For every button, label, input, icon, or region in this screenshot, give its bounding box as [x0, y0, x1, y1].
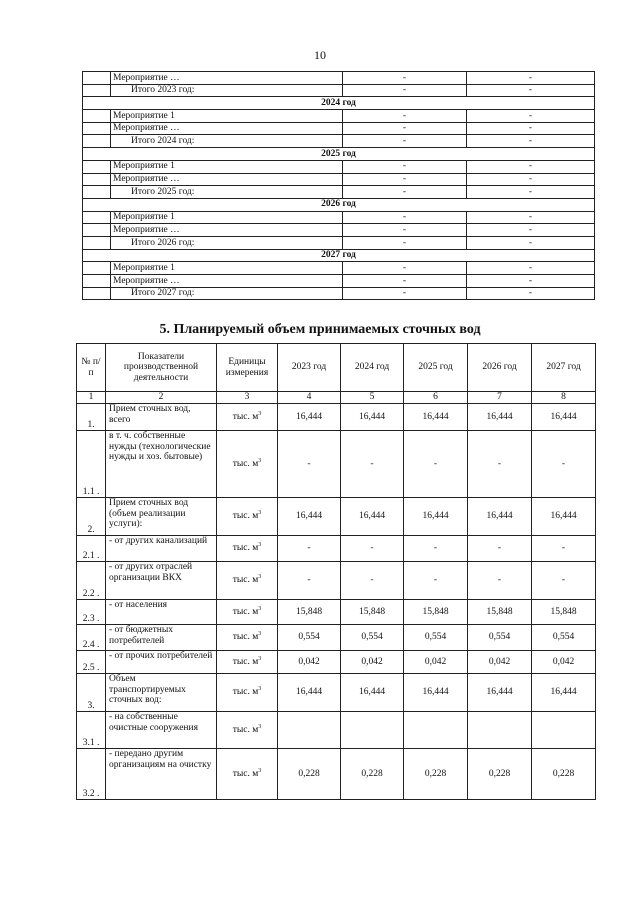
header-cell: 2023 год — [278, 344, 341, 392]
value-cell: - — [468, 562, 532, 600]
value-cell: - — [467, 211, 595, 224]
value-cell: 0,554 — [404, 625, 468, 651]
empty-cell — [83, 72, 111, 85]
total-label: Итого 2024 год: — [111, 135, 343, 148]
column-number: 5 — [341, 392, 404, 404]
year-heading: 2024 год — [83, 97, 595, 110]
value-cell: - — [341, 431, 404, 498]
value-cell: - — [467, 262, 595, 275]
empty-cell — [83, 275, 111, 288]
value-cell: - — [343, 160, 467, 173]
value-cell: - — [404, 562, 468, 600]
unit-exponent: 3 — [258, 510, 262, 517]
wastewater-volume-table — [76, 343, 596, 800]
empty-cell — [83, 236, 111, 249]
year-header-row — [83, 198, 595, 211]
measure-label: Мероприятие … — [111, 72, 343, 85]
value-cell: - — [467, 160, 595, 173]
value-cell — [341, 712, 404, 749]
value-cell: - — [532, 562, 596, 600]
measure-row — [83, 211, 595, 224]
row-number: 3.1 . — [77, 712, 106, 749]
value-cell: - — [404, 431, 468, 498]
table-row — [77, 712, 596, 749]
header-cell: 2024 год — [341, 344, 404, 392]
header-row — [77, 344, 596, 392]
total-label: Итого 2027 год: — [111, 287, 343, 300]
value-cell: 16,444 — [532, 404, 596, 431]
column-number: 8 — [532, 392, 596, 404]
row-number: 2.4 . — [77, 625, 106, 651]
value-cell: - — [467, 72, 595, 85]
year-heading: 2025 год — [83, 148, 595, 161]
unit-cell — [217, 431, 278, 498]
row-number: 2.3 . — [77, 600, 106, 625]
unit-text: тыс. м — [232, 632, 259, 643]
indicator-name: Прием сточных вод, всего — [106, 404, 217, 431]
empty-cell — [83, 262, 111, 275]
unit-text: тыс. м — [232, 575, 259, 586]
unit-exponent: 3 — [258, 631, 262, 638]
unit-text: тыс. м — [232, 458, 259, 469]
value-cell: - — [343, 275, 467, 288]
value-cell: - — [278, 431, 341, 498]
value-cell: - — [341, 536, 404, 562]
indicator-name: в т. ч. собственные нужды (технологические нужды и хоз. бытовые) — [106, 431, 217, 498]
year-header-row — [83, 249, 595, 262]
header-cell: Показатели производственной деятельности — [106, 344, 217, 392]
row-number: 2.5 . — [77, 651, 106, 674]
unit-cell — [217, 562, 278, 600]
value-cell: - — [467, 84, 595, 97]
unit-cell — [217, 600, 278, 625]
value-cell: 15,848 — [404, 600, 468, 625]
value-cell: - — [467, 135, 595, 148]
value-cell — [404, 712, 468, 749]
table-row — [77, 625, 596, 651]
row-number: 2. — [77, 498, 106, 536]
measure-label: Мероприятие … — [111, 275, 343, 288]
value-cell: 15,848 — [278, 600, 341, 625]
value-cell: 16,444 — [468, 674, 532, 712]
unit-cell — [217, 625, 278, 651]
empty-cell — [83, 211, 111, 224]
measure-row — [83, 224, 595, 237]
value-cell: 16,444 — [532, 674, 596, 712]
value-cell: 0,228 — [341, 749, 404, 800]
total-label: Итого 2023 год: — [111, 84, 343, 97]
value-cell: - — [341, 562, 404, 600]
total-row — [83, 84, 595, 97]
unit-text: тыс. м — [232, 724, 259, 735]
value-cell: 15,848 — [341, 600, 404, 625]
value-cell: 16,444 — [468, 404, 532, 431]
value-cell: 0,228 — [468, 749, 532, 800]
unit-cell — [217, 712, 278, 749]
value-cell: 0,554 — [341, 625, 404, 651]
unit-cell — [217, 651, 278, 674]
value-cell: 0,228 — [532, 749, 596, 800]
measure-row — [83, 275, 595, 288]
unit-exponent: 3 — [258, 457, 262, 464]
header-cell: 2026 год — [468, 344, 532, 392]
value-cell: 0,042 — [468, 651, 532, 674]
row-number: 2.2 . — [77, 562, 106, 600]
indicator-name: Объем транспортируемых сточных вод: — [106, 674, 217, 712]
row-number: 1.1 . — [77, 431, 106, 498]
table-row — [77, 431, 596, 498]
value-cell: - — [532, 431, 596, 498]
empty-cell — [83, 135, 111, 148]
value-cell: - — [467, 110, 595, 123]
value-cell: - — [404, 536, 468, 562]
indicator-name: - на собственные очистные сооружения — [106, 712, 217, 749]
column-numbers-row — [77, 392, 596, 404]
row-number: 1. — [77, 404, 106, 431]
value-cell: - — [343, 287, 467, 300]
value-cell: 16,444 — [341, 498, 404, 536]
value-cell: 0,228 — [404, 749, 468, 800]
value-cell: - — [468, 431, 532, 498]
value-cell: 0,042 — [404, 651, 468, 674]
table-row — [77, 674, 596, 712]
indicator-name: - от других канализаций — [106, 536, 217, 562]
unit-cell — [217, 749, 278, 800]
unit-text: тыс. м — [232, 411, 259, 422]
value-cell: - — [278, 536, 341, 562]
value-cell: - — [343, 84, 467, 97]
unit-cell — [217, 674, 278, 712]
value-cell: - — [343, 236, 467, 249]
row-number: 2.1 . — [77, 536, 106, 562]
unit-exponent: 3 — [258, 767, 262, 774]
header-cell: № п/п — [77, 344, 106, 392]
column-number: 2 — [106, 392, 217, 404]
header-cell: 2025 год — [404, 344, 468, 392]
table-row — [77, 749, 596, 800]
value-cell: 15,848 — [468, 600, 532, 625]
value-cell: - — [532, 536, 596, 562]
value-cell: 16,444 — [341, 674, 404, 712]
total-label: Итого 2026 год: — [111, 236, 343, 249]
value-cell — [278, 712, 341, 749]
column-number: 6 — [404, 392, 468, 404]
measure-label: Мероприятие 1 — [111, 110, 343, 123]
measure-label: Мероприятие 1 — [111, 211, 343, 224]
total-row — [83, 287, 595, 300]
value-cell: 16,444 — [278, 674, 341, 712]
measure-label: Мероприятие … — [111, 122, 343, 135]
header-cell: 2027 год — [532, 344, 596, 392]
unit-text: тыс. м — [232, 687, 259, 698]
empty-cell — [83, 287, 111, 300]
total-row — [83, 236, 595, 249]
unit-exponent: 3 — [258, 574, 262, 581]
measure-row — [83, 122, 595, 135]
value-cell: - — [343, 135, 467, 148]
unit-exponent: 3 — [258, 655, 262, 662]
value-cell: - — [343, 173, 467, 186]
value-cell: - — [343, 122, 467, 135]
unit-cell — [217, 536, 278, 562]
measure-label: Мероприятие … — [111, 224, 343, 237]
column-number: 3 — [217, 392, 278, 404]
indicator-name: - передано другим организациям на очистку — [106, 749, 217, 800]
value-cell: 16,444 — [278, 404, 341, 431]
year-header-row — [83, 148, 595, 161]
unit-text: тыс. м — [232, 606, 259, 617]
unit-text: тыс. м — [232, 511, 259, 522]
value-cell: - — [467, 236, 595, 249]
measures-table — [82, 71, 595, 300]
measure-label: Мероприятие 1 — [111, 262, 343, 275]
indicator-name: - от населения — [106, 600, 217, 625]
unit-exponent: 3 — [258, 686, 262, 693]
value-cell: 0,042 — [278, 651, 341, 674]
total-row — [83, 135, 595, 148]
value-cell: - — [467, 186, 595, 199]
value-cell: - — [467, 122, 595, 135]
unit-cell — [217, 498, 278, 536]
empty-cell — [83, 224, 111, 237]
unit-exponent: 3 — [258, 605, 262, 612]
year-header-row — [83, 97, 595, 110]
value-cell: - — [343, 72, 467, 85]
empty-cell — [83, 110, 111, 123]
indicator-name: Прием сточных вод (объем реализации услуги): — [106, 498, 217, 536]
unit-text: тыс. м — [232, 768, 259, 779]
unit-exponent: 3 — [258, 723, 262, 730]
value-cell: - — [278, 562, 341, 600]
unit-cell — [217, 404, 278, 431]
value-cell: - — [467, 224, 595, 237]
table-row — [77, 498, 596, 536]
empty-cell — [83, 173, 111, 186]
value-cell: 15,848 — [532, 600, 596, 625]
unit-exponent: 3 — [258, 542, 262, 549]
value-cell: 0,554 — [278, 625, 341, 651]
column-number: 1 — [77, 392, 106, 404]
table-row — [77, 404, 596, 431]
value-cell: - — [343, 262, 467, 275]
value-cell: - — [467, 287, 595, 300]
measure-label: Мероприятие 1 — [111, 160, 343, 173]
value-cell: - — [467, 275, 595, 288]
value-cell: 0,228 — [278, 749, 341, 800]
value-cell — [468, 712, 532, 749]
empty-cell — [83, 122, 111, 135]
column-number: 4 — [278, 392, 341, 404]
measure-row — [83, 72, 595, 85]
table-row — [77, 536, 596, 562]
measure-row — [83, 262, 595, 275]
value-cell: 16,444 — [468, 498, 532, 536]
value-cell: 16,444 — [532, 498, 596, 536]
column-number: 7 — [468, 392, 532, 404]
value-cell: 16,444 — [404, 498, 468, 536]
value-cell — [532, 712, 596, 749]
value-cell: - — [343, 211, 467, 224]
value-cell: - — [343, 186, 467, 199]
value-cell: 16,444 — [341, 404, 404, 431]
measure-row — [83, 173, 595, 186]
row-number: 3.2 . — [77, 749, 106, 800]
value-cell: 0,042 — [532, 651, 596, 674]
year-heading: 2026 год — [83, 198, 595, 211]
empty-cell — [83, 160, 111, 173]
empty-cell — [83, 186, 111, 199]
measure-label: Мероприятие … — [111, 173, 343, 186]
indicator-name: - от прочих потребителей — [106, 651, 217, 674]
total-label: Итого 2025 год: — [111, 186, 343, 199]
section-title: 5. Планируемый объем принимаемых сточных вод — [159, 322, 481, 337]
year-heading: 2027 год — [83, 249, 595, 262]
value-cell: - — [343, 110, 467, 123]
table-row — [77, 600, 596, 625]
value-cell: 0,554 — [532, 625, 596, 651]
measure-row — [83, 160, 595, 173]
unit-text: тыс. м — [232, 656, 259, 667]
total-row — [83, 186, 595, 199]
unit-text: тыс. м — [232, 543, 259, 554]
table-row — [77, 651, 596, 674]
unit-exponent: 3 — [258, 410, 262, 417]
value-cell: 16,444 — [278, 498, 341, 536]
value-cell: - — [343, 224, 467, 237]
table-row — [77, 562, 596, 600]
measure-row — [83, 110, 595, 123]
header-cell: Единицы измерения — [217, 344, 278, 392]
value-cell: - — [467, 173, 595, 186]
value-cell: 0,554 — [468, 625, 532, 651]
empty-cell — [83, 84, 111, 97]
value-cell: - — [468, 536, 532, 562]
row-number: 3. — [77, 674, 106, 712]
indicator-name: - от других отраслей организации ВКХ — [106, 562, 217, 600]
indicator-name: - от бюджетных потребителей — [106, 625, 217, 651]
value-cell: 16,444 — [404, 674, 468, 712]
value-cell: 16,444 — [404, 404, 468, 431]
value-cell: 0,042 — [341, 651, 404, 674]
page-number: 10 — [314, 48, 326, 62]
